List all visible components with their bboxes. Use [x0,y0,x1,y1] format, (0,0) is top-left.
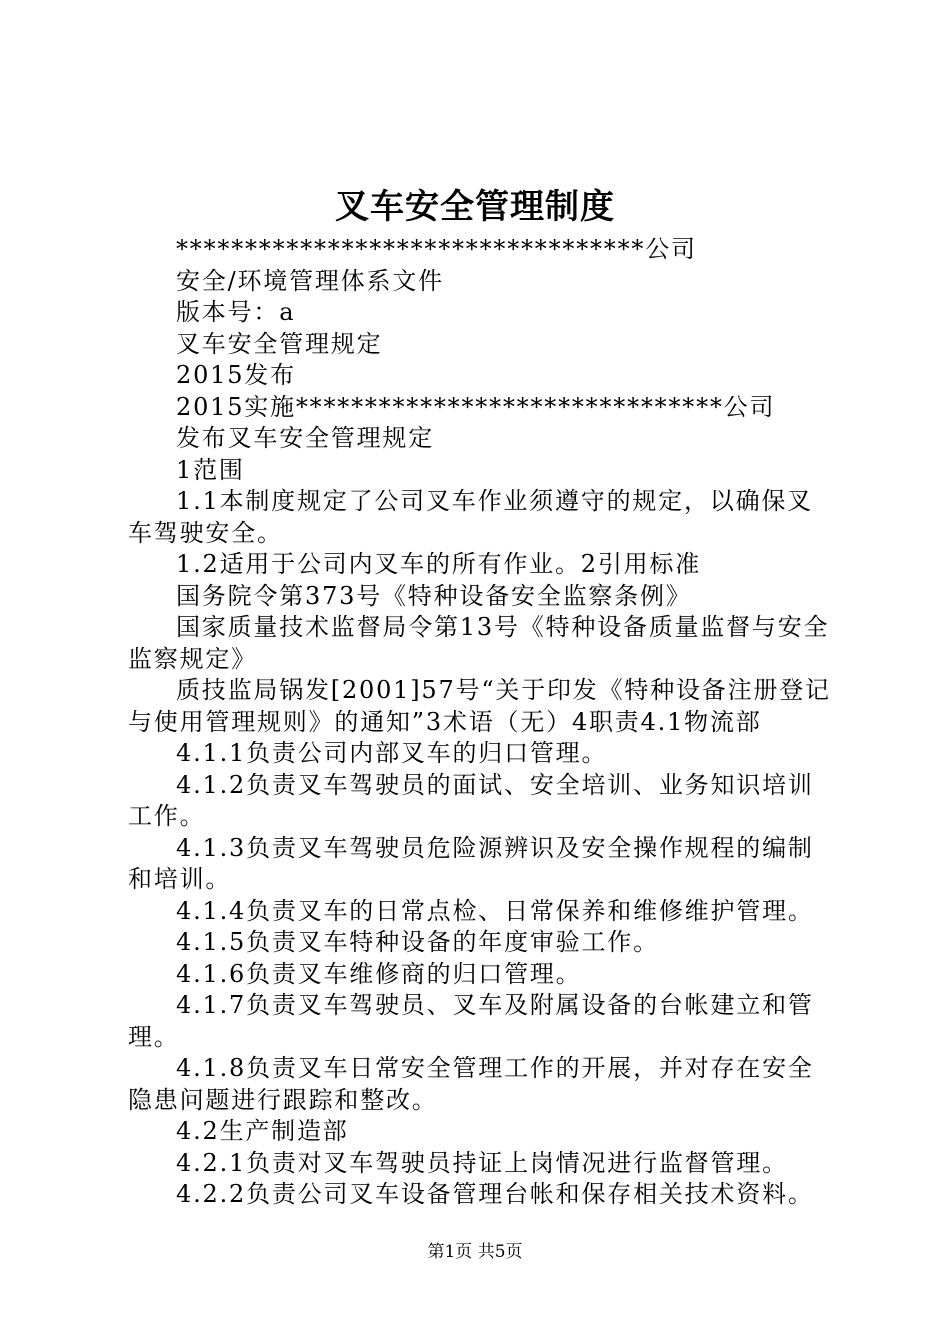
paragraph: 4.1.8负责叉车日常安全管理工作的开展，并对存在安全隐患问题进行跟踪和整改。 [128,1054,814,1114]
paragraph: 安全/环境管理体系文件 [176,266,444,295]
paragraph: **********************************公司 [176,235,697,263]
paragraph: 版本号：a [176,298,296,326]
paragraph: 质技监局锅发[2001]57号“关于印发《特种设备注册登记与使用管理规则》的通知”3术语（无）4职责4.1物流部 [128,676,831,736]
paragraph: 4.1.6负责叉车维修商的归口管理。 [176,959,582,988]
paragraph: 4.1.2负责叉车驾驶员的面试、安全培训、业务知识培训工作。 [128,770,814,830]
paragraph: 1范围 [176,455,245,484]
document-title: 叉车安全管理制度 [335,187,615,227]
document-body [128,234,832,1211]
paragraph: 4.1.4负责叉车的日常点检、日常保养和维修维护管理。 [176,896,814,925]
paragraph: 4.2.1负责对叉车驾驶员持证上岗情况进行监督管理。 [176,1148,788,1177]
paragraph: 4.2.2负责公司叉车设备管理台帐和保存相关技术资料。 [176,1180,814,1208]
paragraph: 2015实施*******************************公司 [176,392,776,421]
paragraph: 4.1.1负责公司内部叉车的归口管理。 [176,739,608,767]
paragraph: 4.2生产制造部 [176,1117,349,1145]
paragraph: 国务院令第373号《特种设备安全监察条例》 [176,581,692,610]
paragraph: 2015发布 [176,361,296,389]
paragraph: 1.2适用于公司内叉车的所有作业。2引用标准 [176,550,702,578]
paragraph: 1.1本制度规定了公司叉车作业须遵守的规定，以确保叉车驾驶安全。 [128,487,813,547]
paragraph: 4.1.5负责叉车特种设备的年度审验工作。 [176,928,659,956]
paragraph: 叉车安全管理规定 [176,329,383,358]
paragraph: 4.1.3负责叉车驾驶员危险源辨识及安全操作规程的编制和培训。 [128,833,814,893]
page-footer: 第1页 共5页 [427,1242,523,1262]
paragraph: 国家质量技术监督局令第13号《特种设备质量监督与安全监察规定》 [128,613,830,673]
paragraph: 发布叉车安全管理规定 [176,424,434,452]
paragraph: 4.1.7负责叉车驾驶员、叉车及附属设备的台帐建立和管理。 [128,991,814,1051]
